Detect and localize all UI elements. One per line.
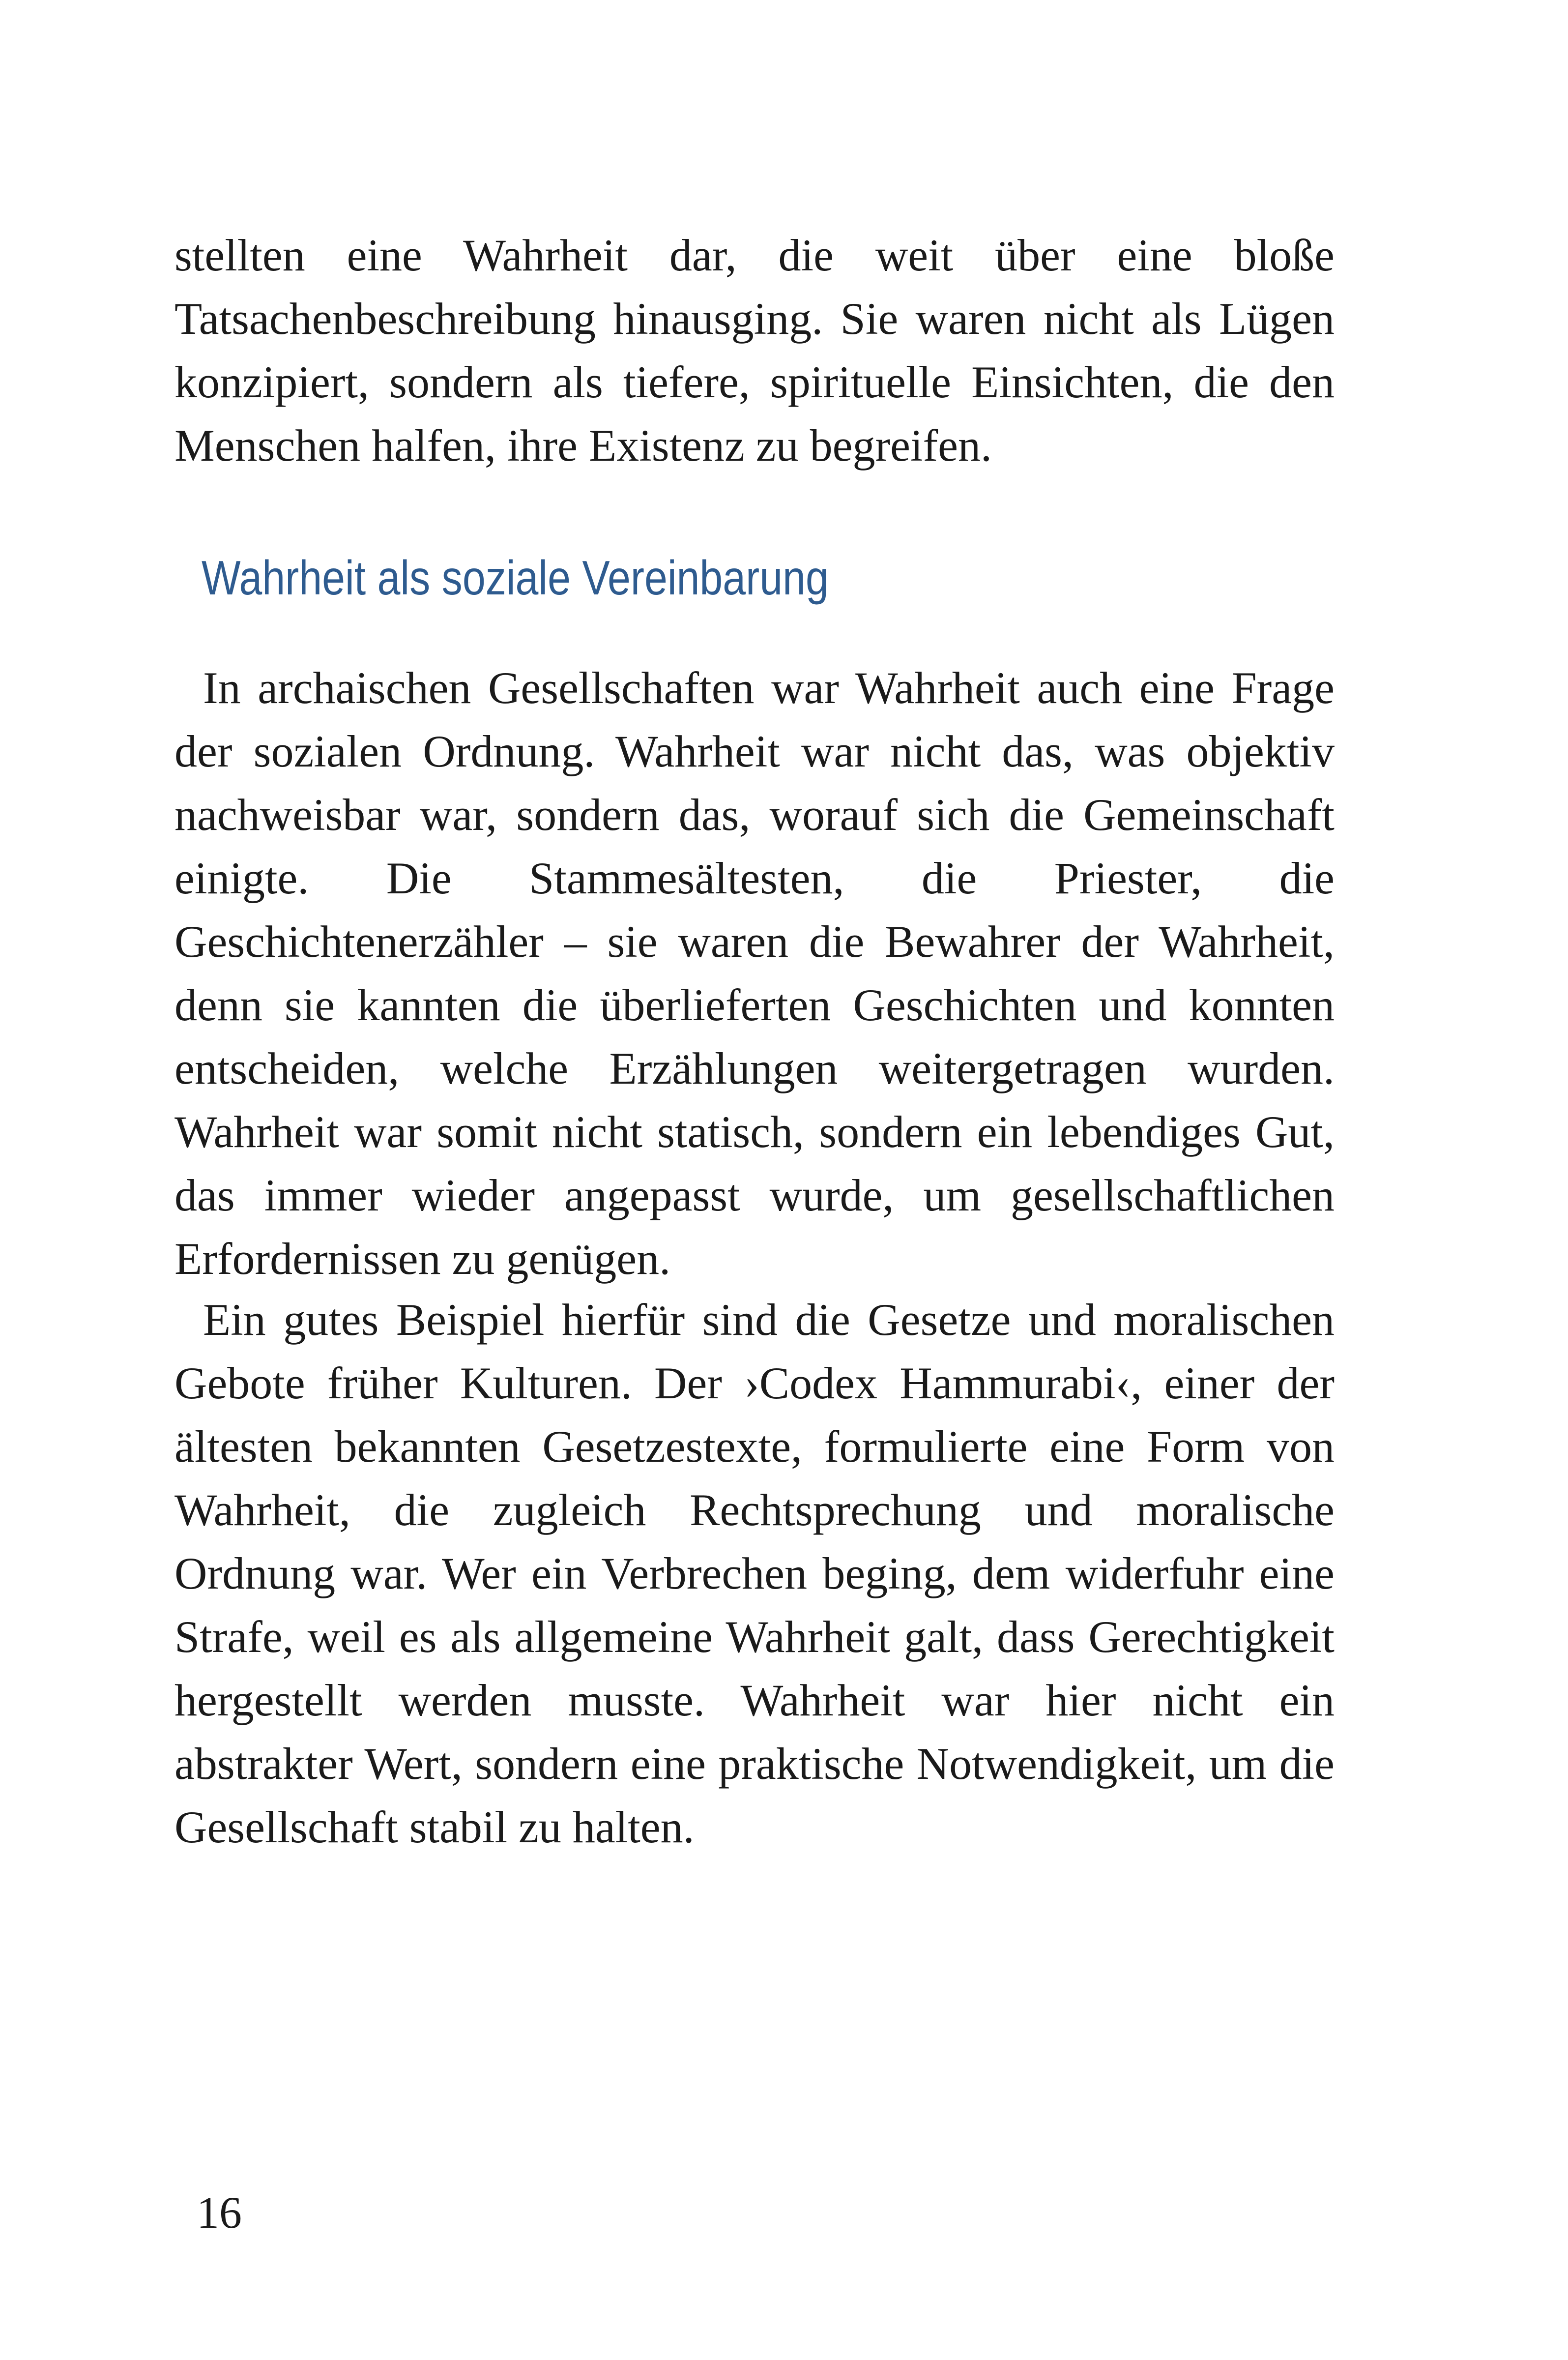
paragraph-codex-hammurabi: Ein gutes Beispiel hierfür sind die Gesetze und moralischen Gebote früher Kulturen. Der ›Codex Hammurabi‹, einer der ältesten bekannten Gesetzestexte, formulierte eine Form von Wahrheit, die zugleich Rechtsprechung und moralische Ordnung war. Wer ein Verbrechen beging, dem widerfuhr eine Strafe, weil es als allgemeine Wahrheit galt, dass Gerechtigkeit hergestellt werden musste. Wahrheit war hier nicht ein abstrakter Wert, sondern eine praktische Notwendigkeit, um die Gesellschaft stabil zu halten.	[174, 1295, 1335, 1852]
paragraph-social-order: In archaischen Gesellschaften war Wahrheit auch eine Frage der sozialen Ordnung. Wahrheit war nicht das, was objektiv nachweisbar war, sondern das, worauf sich die Gemeinschaft einigte. Die Stammesältesten, die Priester, die Geschichtenerzähler – sie waren die Bewahrer der Wahrheit, denn sie kannten die überlieferten Geschichten und konnten entscheiden, welche Erzählungen weitergetragen wurden. Wahrheit war somit nicht statisch, sondern ein lebendiges Gut, das immer wieder angepasst wurde, um gesellschaftlichen Erfordernissen zu genügen.	[174, 663, 1335, 1284]
section-heading: Wahrheit als soziale Vereinbarung	[202, 551, 829, 605]
page-number: 16	[197, 2187, 242, 2238]
paragraph-continuation: stellten eine Wahrheit dar, die weit über eine bloße Tatsachenbeschreibung hinausging. Sie waren nicht als Lügen konzipiert, sondern als tiefere, spirituelle Einsichten, die den Menschen halfen, ihre Existenz zu begreifen.	[174, 230, 1335, 471]
